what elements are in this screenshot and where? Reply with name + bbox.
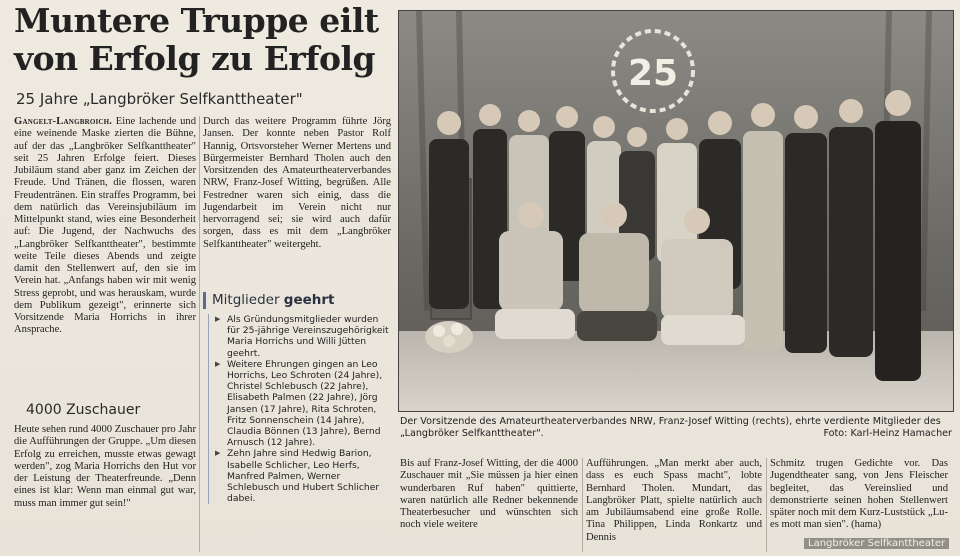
column-divider [199,116,200,552]
group-photo-illustration [399,11,954,412]
photo-credit: Foto: Karl-Heinz Hamacher [823,428,952,439]
honors-list [208,314,392,504]
kneeling-group [495,202,745,345]
flower-bouquet [425,321,473,353]
box-heading [203,292,389,309]
lead-text: Eine lachende und eine weinende Maske zierten die Bühne, auf der das „Langbröker Selfkanttheater" seit 25 Jahren Erfolge feiert. Dieses Jubiläum stand aber ganz im Zeichen der Freude. Und Tränen, die flossen, waren Freudentränen. Ein straffes Programm, bei dem natürlich das Vereinsjubiläum im Mittelpunkt stand, wies eine Besonderheit auf: Die Jugend, der Nachwuchs des „Langbröker Selfkanttheater", bestimmte weite Teile dieses Abends und zeigte damit den Stellenwert auf, den sie im Verein hat. „Anfangs haben wir mit wenig Stress geprobt, und was herauskam, wurde dem Publikum gezeigt", erinnerte sich Vorsitzende Maria Horrichs in ihrer Ansprache. [14,116,196,336]
article-column-1b [14,424,196,552]
emblem-number: 25 [627,53,679,94]
section-heading-zuschauer: 4000 Zuschauer [26,402,141,418]
bottom-column-2 [586,458,762,554]
dateline: Gangelt-Langbroich. [14,116,113,127]
box-heading-bold: geehrt [283,292,335,308]
program-paragraph: Durch das weitere Programm führte Jörg Jansen. Der konnte neben Pastor Rolf Hannig, Ortsvorsteher Werner Mertens und Bürgermeister Bernhard Tholen auch den Vorsitzenden des Amateurtheaterverbandes NRW, Franz-Josef Witting, begrüßen. Alle Festredner waren sich einig, dass die Jugendarbeit im Verein nicht nur hervorragend sei; sie wird auch dafür sorgen, dass es mit dem „Langbröker Selfkanttheater" weitergeht. [203,116,391,250]
bottom-paragraph-3: Schmitz trugen Gedichte vor. Das Jugendtheater sang, von Jens Fleischer begleitet, das Vereinslied und demonstrierte seinen hohen Stellenwert später noch mit dem Kurz-Luststück „Lu-es mott man sien". (hama) [770,458,948,531]
article-column-1 [14,116,196,394]
honors-item: ▶ Zehn Jahre sind Hedwig Barion, Isabelle Schlicher, Leo Herfs, Manfred Palmen, Werner Schlebusch und Hubert Schlicher dabei. [215,448,392,504]
column-divider [766,458,767,552]
subhead: 25 Jahre „Langbröker Selfkanttheater" [16,90,303,108]
honors-item: ▶ Weitere Ehrungen gingen an Leo Horrichs, Leo Schroten (24 Jahre), Christel Schlebusch (22 Jahre), Elisabeth Palmen (22 Jahre), Jörg Jansen (17 Jahre), Rita Schroten, Fritz Sonnenschein (14 Jahre), Claudia Bönnen (13 Jahre), Bernd Arnusch (12 Jahre). [215,359,392,449]
lead-paragraph [14,116,196,337]
bottom-paragraph-1: Bis auf Franz-Josef Witting, der die 4000 Zuschauer mit „Sie müssen ja hier einen wunderbaren Ruf haben" quittierte, waren natürlich alle Redner bekennende Theaterbesucher und wünschten sich noch viele weitere [400,458,578,531]
caption-text: Der Vorsitzende des Amateurtheaterverbandes NRW, Franz-Josef Witting (rechts), ehrte verdiente Mitglieder des „Langbröker Selfkanttheater". [400,416,941,439]
bottom-paragraph-2: Aufführungen. „Man merkt aber auch, dass es euch Spass macht", lobte Bernhard Tholen. Mundart, das Langbröker Platt, spielte natürlich auch am Jubiläumsabend eine große Rolle. Tina Philippen, Linda Ronkartz und Dennis [586,458,762,543]
article-column-2 [203,116,391,286]
honors-item: ▶ Als Gründungsmitglieder wurden für 25-jährige Vereinszugehörigkeit Maria Horrichs und Willi Jütten geehrt. [215,314,392,359]
box-heading-normal: Mitglieder [212,292,284,308]
watermark: Langbröker Selfkanttheater [804,538,949,549]
headline: Muntere Truppe eilt von Erfolg zu Erfolg [14,1,379,78]
bottom-column-1 [400,458,578,554]
photo-caption [400,416,952,440]
group-photo [398,10,954,412]
zuschauer-paragraph: Heute sehen rund 4000 Zuschauer pro Jahr die Aufführungen der Gruppe. „Um diesen Erfolg zu erreichen, musste etwas gewagt werden", zog Maria Horrichs den Hut vor der Leistung der Theaterfreunde. „Denn eines ist klar: Wenn man einmal gut war, muss man immer gut sein!" [14,424,196,509]
column-divider [582,458,583,552]
